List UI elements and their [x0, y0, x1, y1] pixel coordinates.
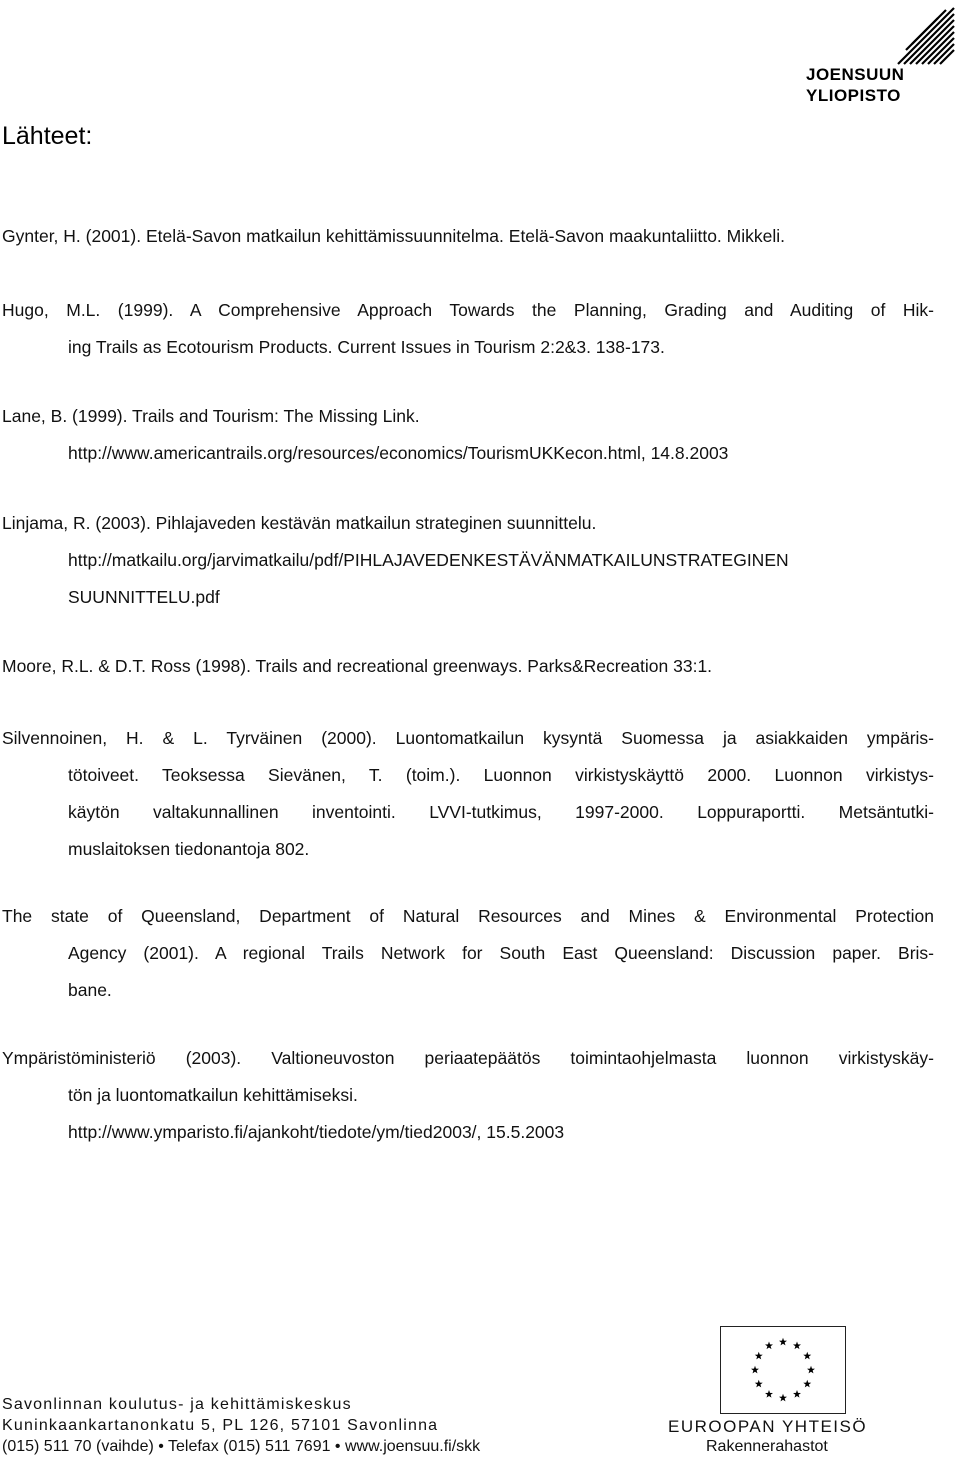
- reference-line: ing Trails as Ecotourism Products. Current Issues in Tourism 2:2&3. 138-173.: [68, 337, 665, 357]
- eu-star-icon: [793, 1390, 801, 1398]
- eu-star-icon: [755, 1352, 763, 1360]
- eu-star-icon: [779, 1338, 787, 1346]
- reference-url: http://www.americantrails.org/resources/economics/TourismUKKecon.html, 14.8.2003: [68, 443, 729, 463]
- eu-flag-icon: [720, 1326, 846, 1414]
- eu-star-icon: [779, 1394, 787, 1402]
- logo-text-line2: YLIOPISTO: [806, 86, 901, 105]
- reference-url: SUUNNITTELU.pdf: [68, 587, 220, 607]
- eu-star-icon: [755, 1380, 763, 1388]
- reference-line: The state of Queensland, Department of Natural Resources and Mines & Environmental Protection: [2, 906, 934, 926]
- eu-star-icon: [751, 1366, 759, 1374]
- eu-star-icon: [765, 1390, 773, 1398]
- eu-star-icon: [793, 1342, 801, 1350]
- reference-line: Silvennoinen, H. & L. Tyrväinen (2000). Luontomatkailun kysyntä Suomessa ja asiakkaiden ympäris-: [2, 728, 934, 748]
- reference-line: Agency (2001). A regional Trails Network for South East Queensland: Discussion paper. Bris-: [68, 943, 934, 963]
- reference-url: http://matkailu.org/jarvimatkailu/pdf/PIHLAJAVEDENKESTÄVÄNMATKAILUNSTRATEGINEN: [68, 550, 789, 570]
- university-logo: [798, 4, 958, 108]
- reference-entry: [0, 292, 934, 366]
- reference-entry: [0, 648, 934, 685]
- footer-contact: (015) 511 70 (vaihde) • Telefax (015) 511 7691 • www.joensuu.fi/skk: [2, 1438, 481, 1455]
- logo-mark-icon: [896, 4, 956, 66]
- eu-title: EUROOPAN YHTEISÖ: [668, 1417, 868, 1436]
- reference-line: tön ja luontomatkailun kehittämiseksi.: [68, 1085, 358, 1105]
- eu-star-icon: [803, 1380, 811, 1388]
- reference-entry: [0, 898, 934, 1009]
- page-title: Lähteet:: [2, 122, 93, 150]
- eu-star-icon: [765, 1342, 773, 1350]
- footer-org-name: Savonlinnan koulutus- ja kehittämiskeskus: [2, 1396, 352, 1413]
- reference-entry: [0, 720, 934, 868]
- reference-entry: [0, 505, 934, 616]
- reference-line: käytön valtakunnallinen inventointi. LVVI-tutkimus, 1997-2000. Loppuraportti. Metsäntutki-: [68, 802, 934, 822]
- reference-url: http://www.ymparisto.fi/ajankoht/tiedote/ym/tied2003/, 15.5.2003: [68, 1122, 565, 1142]
- eu-star-icon: [807, 1366, 815, 1374]
- reference-line: Lane, B. (1999). Trails and Tourism: The Missing Link.: [2, 406, 420, 426]
- reference-line: bane.: [68, 980, 112, 1000]
- reference-line: Hugo, M.L. (1999). A Comprehensive Approach Towards the Planning, Grading and Auditing of Hik-: [2, 300, 934, 320]
- reference-entry: [0, 398, 934, 472]
- reference-entry: [0, 1040, 934, 1151]
- reference-line: Linjama, R. (2003). Pihlajaveden kestävän matkailun strateginen suunnittelu.: [2, 513, 597, 533]
- reference-line: muslaitoksen tiedonantoja 802.: [68, 839, 310, 859]
- footer-street-address: Kuninkaankartanonkatu 5, PL 126, 57101 Savonlinna: [2, 1417, 439, 1434]
- reference-line: Moore, R.L. & D.T. Ross (1998). Trails and recreational greenways. Parks&Recreation 33:1.: [2, 656, 713, 676]
- eu-star-icon: [803, 1352, 811, 1360]
- reference-line: Ympäristöministeriö (2003). Valtioneuvoston periaatepäätös toimintaohjelmasta luonnon virkistyskäy-: [2, 1048, 934, 1068]
- reference-line: Gynter, H. (2001). Etelä-Savon matkailun kehittämissuunnitelma. Etelä-Savon maakuntaliitto. Mikkeli.: [2, 226, 785, 246]
- eu-subtitle: Rakennerahastot: [706, 1438, 828, 1455]
- logo-text-line1: JOENSUUN: [806, 65, 905, 84]
- reference-entry: [0, 218, 934, 255]
- footer-address: [2, 1394, 480, 1457]
- reference-line: tötoiveet. Teoksessa Sievänen, T. (toim.). Luonnon virkistyskäyttö 2000. Luonnon virkistys-: [68, 765, 934, 785]
